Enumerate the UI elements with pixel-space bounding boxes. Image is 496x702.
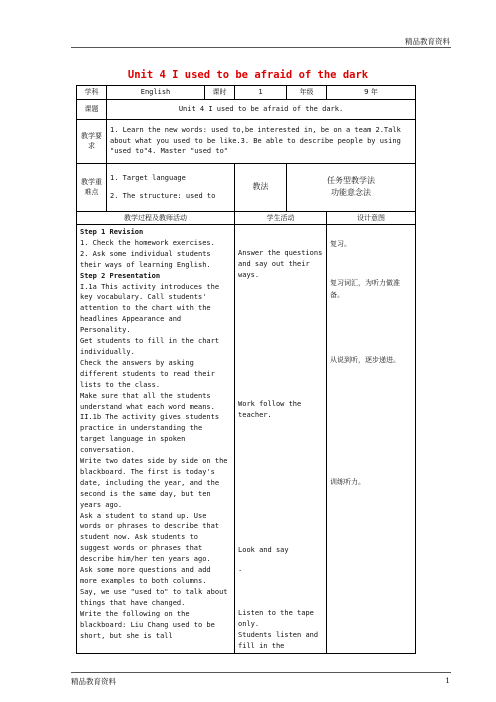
page-footer: 精品教育资料 — [71, 677, 116, 686]
student-activity: Look and say — [238, 545, 289, 554]
topic-row — [77, 99, 416, 119]
content-row — [77, 225, 416, 654]
page-number: 1 — [445, 676, 450, 685]
key-points-list — [107, 163, 235, 211]
process-line: Say, we use "used to" to talk about things that have changed. — [80, 587, 228, 607]
step-heading: Step 2 Presentation — [80, 271, 161, 280]
topic-value: Unit 4 I used to be afraid of the dark. — [107, 99, 416, 119]
process-line: Get students to fill in the chart individually. — [80, 337, 220, 356]
process-line: Write the following on the blackboard: Liu Chang used to be short, but she is tall — [80, 609, 215, 640]
requirements-label: 教学要求 — [77, 119, 107, 163]
key-points-row — [77, 163, 416, 211]
process-line: I.1a This activity introduces the key vocabulary. Call students' attention to the chart with the headlines Appearance and Personality. — [80, 282, 220, 335]
process-column-header: 教学过程及教师活动 — [77, 211, 235, 225]
student-column-header: 学生活动 — [235, 211, 327, 225]
process-line: 2. Ask some individual students their ways of learning English. — [80, 249, 211, 269]
process-line: 1. Check the homework exercises. — [80, 238, 215, 247]
step-heading: Step 1 Revision — [80, 228, 144, 236]
header-divider — [71, 47, 451, 48]
columns-header-row — [77, 211, 416, 225]
process-line: Write two dates side by side on the blackboard. The first is today's date, including the year, and the second is the same day, but ten years ago. — [80, 457, 228, 509]
requirements-row — [77, 119, 416, 163]
method-item: 功能意念法 — [331, 188, 372, 197]
student-activity: Listen to the tape only. — [238, 609, 314, 629]
period-label: 课时 — [205, 86, 235, 100]
student-activities — [235, 225, 327, 654]
methods-cell — [287, 163, 416, 211]
student-activity: Students listen and fill in the — [238, 631, 319, 651]
requirements-value: 1. Learn the new words: used to,be interested in, be on a team 2.Talk about what you used to be like.3. Be able to describe people by using "used to"4. Master "used to" — [107, 119, 416, 163]
design-column-header: 设计意图 — [327, 211, 416, 225]
student-activity: Work follow the teacher. — [238, 399, 302, 419]
method-label: 教法 — [235, 163, 287, 211]
student-activity: Answer the questions and say out their ways. — [238, 249, 323, 279]
student-activity: . — [238, 565, 243, 574]
key-points-label: 教学重难点 — [77, 163, 107, 211]
key-point-item: 2. The structure: used to — [110, 192, 216, 200]
design-intent — [327, 225, 416, 654]
info-row — [77, 86, 416, 100]
design-note: 从说到听，逐步递进。 — [330, 355, 401, 364]
page-header: 精品教育资料 — [405, 37, 450, 46]
topic-label: 课题 — [77, 99, 107, 119]
key-point-item: 1. Target language — [110, 173, 186, 182]
process-line: Make sure that all the students understand what each word means. — [80, 391, 215, 411]
grade-value: 9 年 — [327, 86, 416, 100]
subject-label: 学科 — [77, 86, 107, 100]
period-value: 1 — [235, 86, 287, 100]
method-item: 任务型教学法 — [327, 176, 376, 185]
subject-value: English — [107, 86, 205, 100]
design-note: 复习词汇，为听力做准备。 — [330, 278, 401, 299]
process-line: Ask a student to stand up. Use words or phrases to describe that student now. Ask students to suggest words or phrases that describe him/her ten years ago. — [80, 511, 220, 564]
footer-divider — [71, 672, 451, 673]
process-line: Ask some more questions and add more examples to both columns. — [80, 566, 211, 585]
process-line: Check the answers by asking different students to read their lists to the class. — [80, 358, 215, 389]
design-note: 训练听力。 — [330, 477, 366, 486]
lesson-title: Unit 4 I used to be afraid of the dark — [127, 69, 369, 81]
process-line: II.1b The activity gives students practice in understanding the target language in spoken conversation. — [80, 413, 220, 455]
design-note: 复习。 — [330, 240, 352, 248]
teacher-activities — [77, 225, 235, 654]
lesson-plan-table — [76, 85, 416, 654]
grade-label: 年级 — [287, 86, 327, 100]
